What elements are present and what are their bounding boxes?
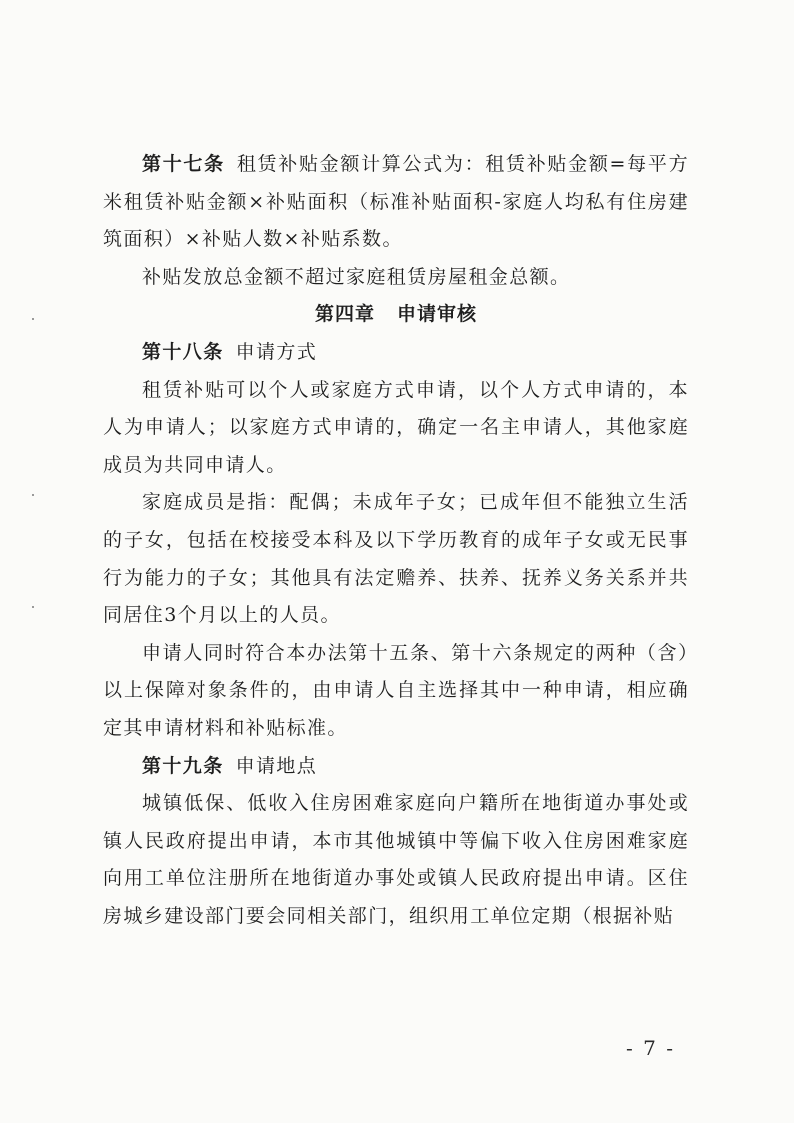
article-19-title: 申请地点	[235, 754, 318, 777]
margin-dot	[32, 318, 34, 320]
article-18-heading-line	[103, 334, 689, 372]
article-17-paragraph-2: 补贴发放总金额不超过家庭租赁房屋租金总额。	[142, 265, 571, 288]
chapter-number: 第四章	[314, 303, 375, 326]
margin-dot	[32, 494, 34, 496]
article-17	[103, 146, 689, 259]
article-19-heading: 第十九条	[142, 754, 224, 777]
margin-dot	[32, 606, 34, 608]
article-19-heading-line	[103, 748, 689, 786]
page-body	[103, 146, 689, 935]
article-18-title: 申请方式	[235, 340, 318, 363]
article-18-paragraph: 租赁补贴可以个人或家庭方式申请，以个人方式申请的，本人为申请人；以家庭方式申请的，确定一名主申请人，其他家庭成员为共同申请人。	[103, 378, 689, 476]
chapter-heading	[103, 296, 689, 334]
page-number: - 7 -	[626, 1036, 675, 1060]
article-18-heading: 第十八条	[142, 340, 224, 363]
article-18-paragraph: 家庭成员是指：配偶；未成年子女；已成年但不能独立生活的子女，包括在校接受本科及以下学历教育的成年子女或无民事行为能力的子女；其他具有法定赡养、扶养、抚养义务关系并共同居住3个月以上的人员。	[103, 491, 689, 627]
article-19-paragraph: 城镇低保、低收入住房困难家庭向户籍所在地街道办事处或镇人民政府提出申请，本市其他城镇中等偏下收入住房困难家庭向用工单位注册所在地街道办事处或镇人民政府提出申请。区住房城乡建设部门要会同相关部门，组织用工单位定期（根据补贴	[103, 792, 689, 927]
article-18-paragraph: 申请人同时符合本办法第十五条、第十六条规定的两种（含）以上保障对象条件的，由申请人自主选择其中一种申请，相应确定其申请材料和补贴标准。	[103, 641, 689, 739]
article-17-heading: 第十七条	[142, 153, 225, 175]
chapter-title: 申请审核	[397, 303, 478, 326]
article-17-text: 租赁补贴金额计算公式为：租赁补贴金额=每平方米租赁补贴金额×补贴面积（标准补贴面积-家庭人均私有住房建筑面积）×补贴人数×补贴系数。	[103, 153, 689, 251]
